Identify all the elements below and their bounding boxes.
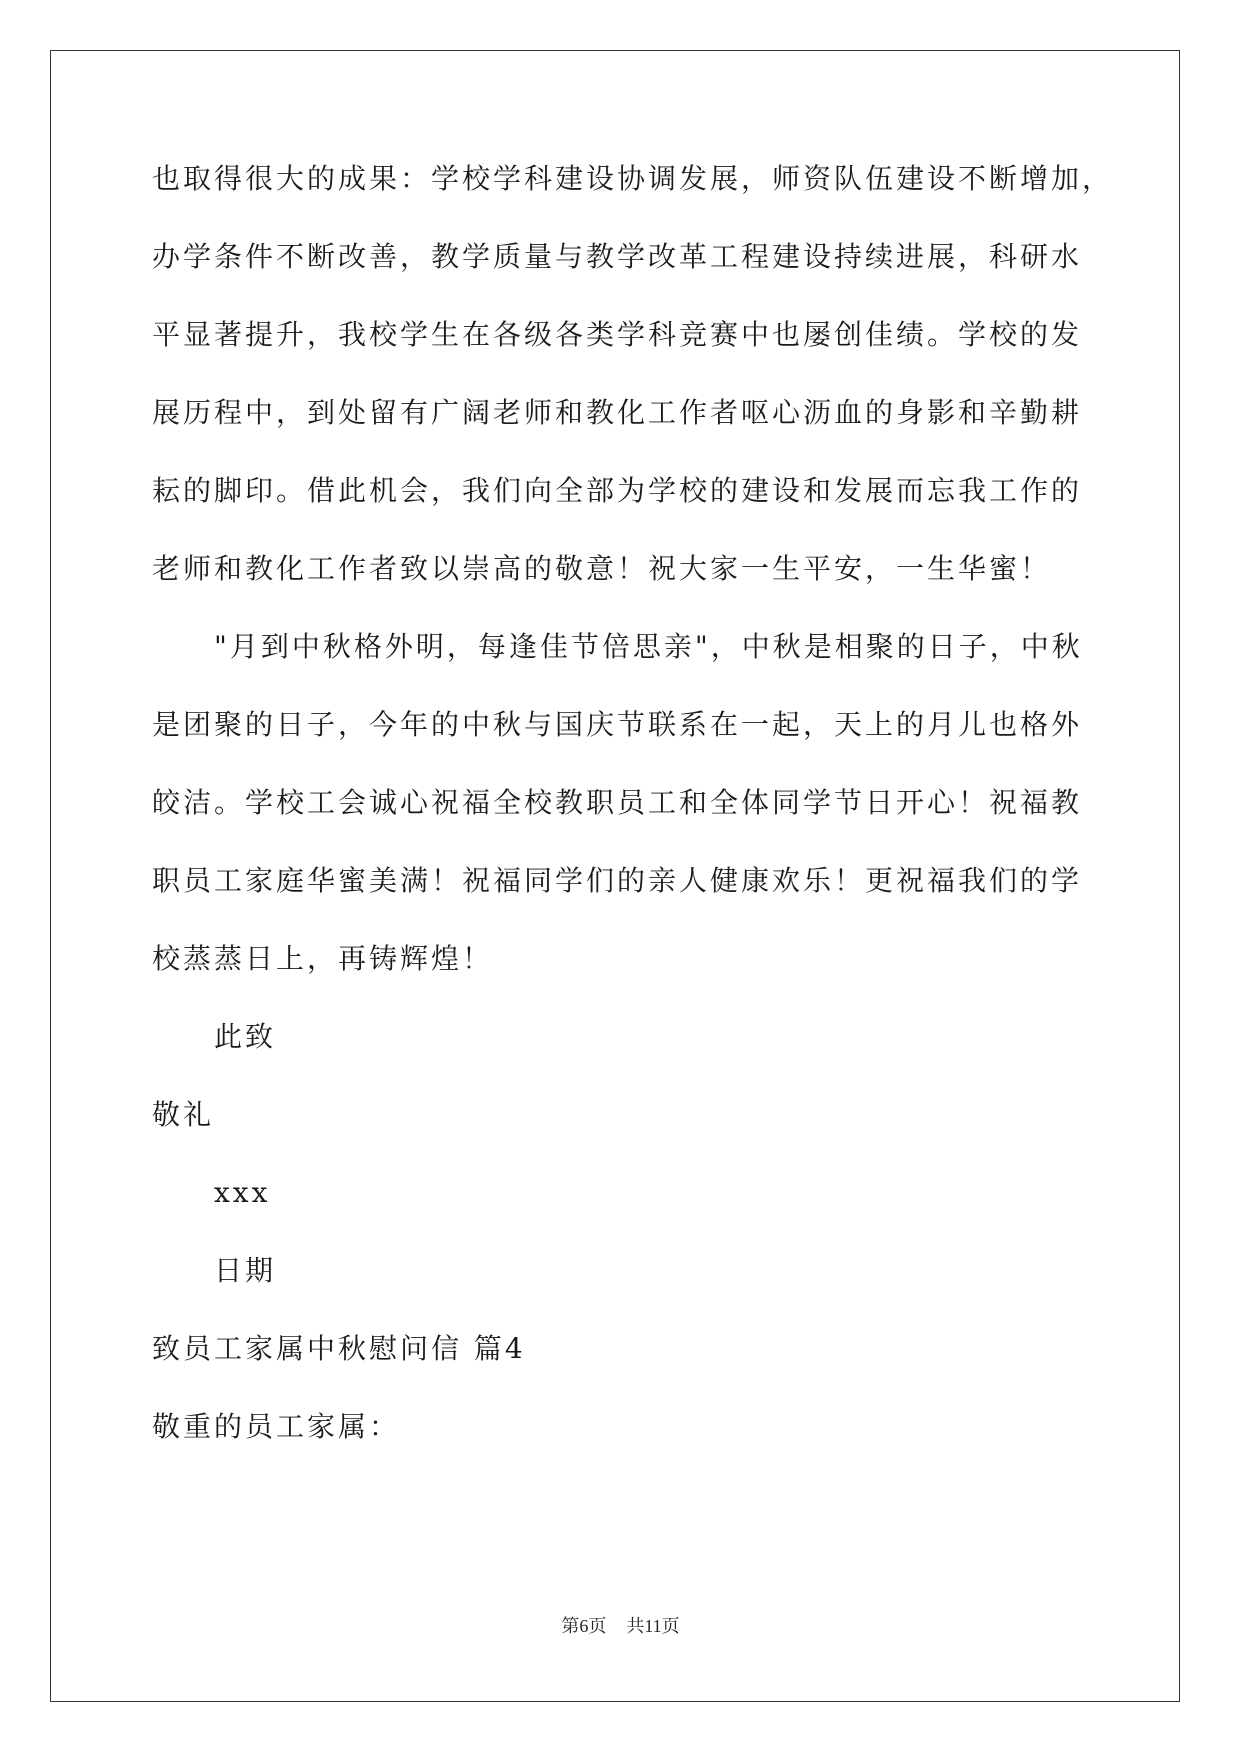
date-line: 日期 [214,1254,277,1287]
paragraph-line: 展历程中，到处留有广阔老师和教化工作者呕心沥血的身影和辛勤耕 [152,396,1083,429]
paragraph-line: 办学条件不断改善，教学质量与教学改革工程建设持续进展，科研水 [152,240,1083,273]
paragraph-line: 平显著提升，我校学生在各级各类学科竞赛中也屡创佳绩。学校的发 [152,318,1083,351]
paragraph-line: 也取得很大的成果：学校学科建设协调发展，师资队伍建设不断增加， [152,162,1114,195]
paragraph-line: 是团聚的日子，今年的中秋与国庆节联系在一起，天上的月儿也格外 [152,708,1083,741]
closing-salutation: 此致 [214,1020,277,1053]
page-footer [0,1612,1241,1638]
paragraph-line: 职员工家庭华蜜美满！祝福同学们的亲人健康欢乐！更祝福我们的学 [152,864,1083,897]
greeting-line: 敬重的员工家属： [152,1410,401,1443]
section-heading: 致员工家属中秋慰问信 篇4 [152,1332,526,1365]
page-total: 共11页 [626,1616,680,1636]
signature: xxx [214,1176,271,1209]
paragraph-line: 校蒸蒸日上，再铸辉煌！ [152,942,494,975]
paragraph-line: 耘的脚印。借此机会，我们向全部为学校的建设和发展而忘我工作的 [152,474,1083,507]
document-body [152,160,1114,1486]
closing-regards: 敬礼 [152,1098,215,1131]
paragraph-line: 老师和教化工作者致以崇高的敬意！祝大家一生平安，一生华蜜！ [152,552,1052,585]
page-number: 第6页 [561,1616,607,1636]
paragraph-line: "月到中秋格外明，每逢佳节倍思亲"，中秋是相聚的日子，中秋 [214,630,1083,663]
paragraph-line: 皎洁。学校工会诚心祝福全校教职员工和全体同学节日开心！祝福教 [152,786,1083,819]
